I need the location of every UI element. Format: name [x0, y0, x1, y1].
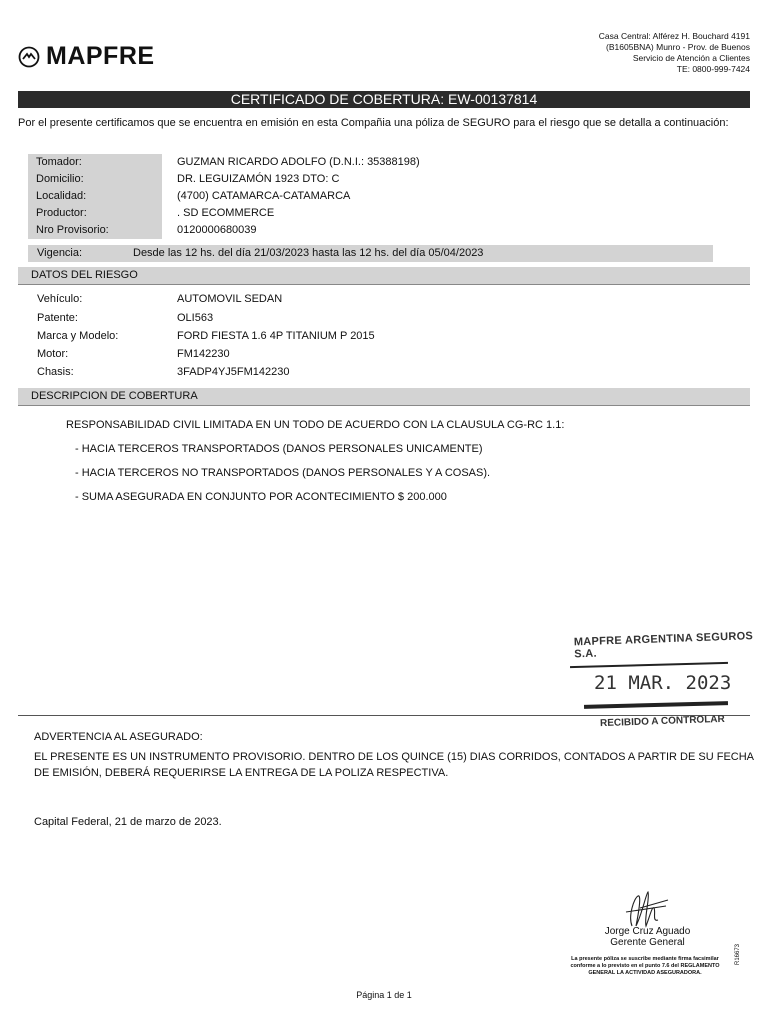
coverage-item: - SUMA ASEGURADA EN CONJUNTO POR ACONTECIMIENTO $ 200.000 [75, 491, 447, 503]
risk-label: Marca y Modelo: [37, 330, 119, 342]
risk-label: Chasis: [37, 366, 74, 378]
risk-value: OLI563 [177, 312, 214, 324]
stamp-company: MAPFRE ARGENTINA SEGUROS S.A. [573, 630, 754, 661]
company-logo [18, 42, 155, 71]
address-line: TE: 0800-999-7424 [676, 64, 750, 74]
policy-value: GUZMAN RICARDO ADOLFO (D.N.I.: 35388198) [177, 156, 420, 168]
risk-value: AUTOMOVIL SEDAN [177, 293, 283, 305]
address-line: Casa Central: Alférez H. Bouchard 4191 [598, 31, 750, 41]
certificate-title: CERTIFICADO DE COBERTURA: EW-00137814 [18, 91, 750, 108]
address-line: Servicio de Atención a Clientes [632, 53, 750, 63]
side-code: R16673 [735, 943, 741, 965]
coverage-item: - HACIA TERCEROS TRANSPORTADOS (DANOS PERSONALES UNICAMENTE) [75, 443, 483, 455]
page-number: Página 1 de 1 [356, 990, 412, 1000]
risk-section-header: DATOS DEL RIESGO [18, 267, 750, 285]
coverage-item: - HACIA TERCEROS NO TRANSPORTADOS (DANOS PERSONALES Y A COSAS). [75, 467, 491, 479]
signatory [575, 926, 720, 948]
signatory-name: Jorge Cruz Aguado [604, 926, 691, 937]
mapfre-emblem-icon [18, 46, 40, 68]
intro-text: Por el presente certificamos que se encuentra en emisión en esta Compañia una póliza de SEGURO para el riesgo que se detalla a continuación: [18, 117, 729, 129]
vigencia-label: Vigencia: [37, 247, 83, 259]
signatory-role: Gerente General [610, 937, 685, 948]
stamp-line [584, 701, 728, 709]
warning-title: ADVERTENCIA AL ASEGURADO: [34, 731, 203, 743]
policy-label: Tomador: [28, 154, 162, 171]
policy-label: Productor: [28, 205, 162, 222]
company-address [599, 31, 750, 75]
policy-label: Localidad: [28, 188, 162, 205]
risk-value: FM142230 [177, 348, 230, 360]
coverage-section-header: DESCRIPCION DE COBERTURA [18, 388, 750, 406]
policy-value: (4700) CATAMARCA-CATAMARCA [177, 190, 351, 202]
policy-label: Nro Provisorio: [28, 222, 162, 239]
vigencia-value: Desde las 12 hs. del día 21/03/2023 hasta las 12 hs. del día 05/04/2023 [133, 247, 484, 259]
stamp-date: 21 MAR. 2023 [594, 672, 732, 694]
place-date: Capital Federal, 21 de marzo de 2023. [34, 816, 222, 828]
risk-label: Motor: [37, 348, 69, 360]
policy-value: DR. LEGUIZAMÓN 1923 DTO: C [177, 173, 340, 185]
fine-print: La presente póliza se suscribe mediante firma facsimilar conforme a lo previsto en el punto 7.6 del REGLAMENTO GENERAL LA ACTIVIDAD ASEGURADORA. [570, 956, 720, 976]
risk-value: 3FADP4YJ5FM142230 [177, 366, 290, 378]
stamp-line [570, 662, 728, 668]
policy-label: Domicilio: [28, 171, 162, 188]
address-line: (B1605BNA) Munro - Prov. de Buenos [606, 42, 750, 52]
warning-text: EL PRESENTE ES UN INSTRUMENTO PROVISORIO. DENTRO DE LOS QUINCE (15) DIAS CORRIDOS, CONTADOS A PARTIR DE SU FECHA DE EMISIÓN, DEBERÁ REQUERIRSE LA ENTREGA DE LA POLIZA RESPECTIVA. [34, 751, 754, 779]
logo-text: MAPFRE [46, 42, 155, 70]
policy-value: 0120000680039 [177, 224, 257, 236]
risk-value: FORD FIESTA 1.6 4P TITANIUM P 2015 [177, 330, 375, 342]
stamp-note: RECIBIDO A CONTROLAR [599, 713, 725, 730]
risk-label: Patente: [37, 312, 78, 324]
policy-value: . SD ECOMMERCE [177, 207, 275, 219]
coverage-heading: RESPONSABILIDAD CIVIL LIMITADA EN UN TODO DE ACUERDO CON LA CLAUSULA CG-RC 1.1: [66, 419, 565, 431]
risk-label: Vehículo: [37, 293, 83, 305]
